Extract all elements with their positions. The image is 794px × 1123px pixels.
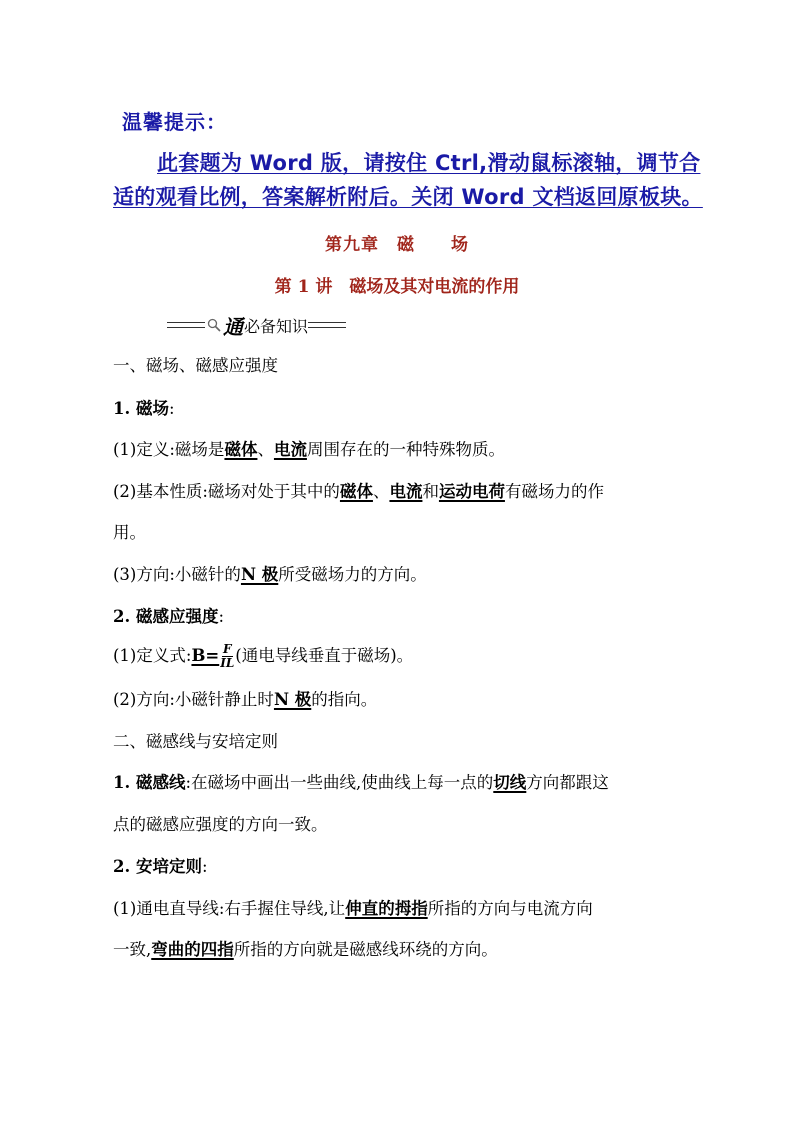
s1-item2-title: 2. 磁感应强度:: [113, 607, 225, 626]
s1-item2-p2: (2)方向:小磁针静止时N 极的指向。: [113, 690, 378, 709]
s1-item1-title: 1. 磁场:: [113, 399, 175, 418]
s2-item2-p1-cont: 一致,弯曲的四指所指的方向就是磁感线环绕的方向。: [113, 940, 498, 959]
knowledge-banner: [167, 312, 346, 338]
section1-heading: 一、磁场、磁感应强度: [113, 356, 278, 375]
notice-body: [113, 146, 703, 214]
double-rule-right: [308, 322, 346, 328]
tong-glyph-icon: 通: [223, 314, 243, 339]
section2-heading: 二、磁感线与安培定则: [113, 732, 278, 751]
fraction-f-over-il: $\frac{F}{IL}$: [220, 642, 235, 670]
lecture-title: 第 1 讲 磁场及其对电流的作用: [274, 277, 520, 297]
s1-item1-p3: (3)方向:小磁针的N 极所受磁场力的方向。: [113, 565, 427, 584]
s1-item1-p1: (1)定义:磁场是磁体、电流周围存在的一种特殊物质。: [113, 440, 505, 459]
s2-item2-title: 2. 安培定则:: [113, 857, 208, 876]
notice-text: 此套题为 Word 版，请按住 Ctrl,滑动鼠标滚轴，调节合适的观看比例，答案解析附后。关闭 Word 文档返回原板块。: [113, 151, 703, 209]
s1-item1-p2-cont: 用。: [113, 523, 146, 542]
s2-item1-cont: 点的磁感应强度的方向一致。: [113, 815, 328, 834]
double-rule-left: [167, 322, 205, 328]
notice-title: 温馨提示：: [122, 110, 227, 134]
magnifier-icon: [207, 318, 221, 332]
chapter-title: 第九章 磁 场: [325, 235, 469, 255]
s1-item1-p2: (2)基本性质:磁场对处于其中的磁体、电流和运动电荷有磁场力的作: [113, 482, 604, 501]
s2-item2-p1: (1)通电直导线:右手握住导线,让伸直的拇指所指的方向与电流方向: [113, 899, 593, 918]
s1-item2-p1: (1)定义式:B= $\frac{F}{IL}$ (通电导线垂直于磁场)。: [113, 642, 414, 670]
knowledge-label: 必备知识: [244, 316, 309, 336]
s2-item1: 1. 磁感线:在磁场中画出一些曲线,使曲线上每一点的切线方向都跟这: [113, 773, 609, 792]
